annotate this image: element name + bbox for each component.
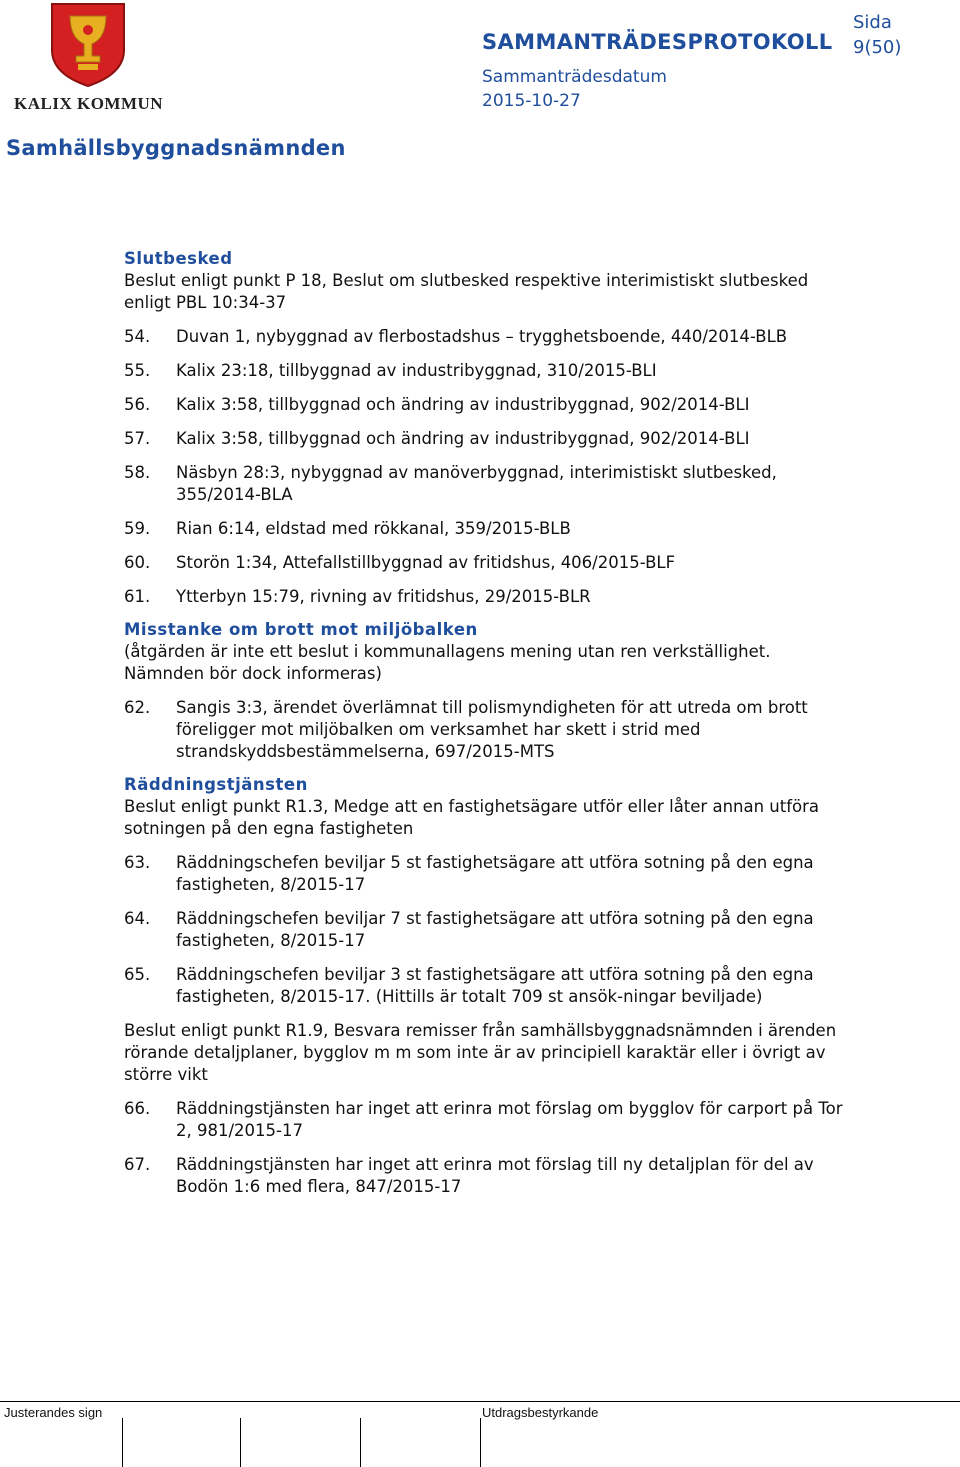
list-item — [124, 586, 844, 608]
item-list — [124, 697, 844, 763]
section-heading-slutbesked: Slutbesked — [124, 249, 233, 268]
logo-text: KALIX KOMMUN — [14, 94, 164, 113]
item-text: Räddningstjänsten har inget att erinra mot förslag till ny detaljplan för del av Bodön 1:6 med flera, 847/2015-17 — [176, 1155, 814, 1196]
page-number: 9(50) — [853, 37, 902, 58]
meeting-date: 2015-10-27 — [482, 91, 581, 111]
list-item — [124, 394, 844, 416]
justerandes-sign-label: Justerandes sign — [4, 1405, 103, 1420]
document-title: SAMMANTRÄDESPROTOKOLL — [482, 30, 833, 54]
section-intro: (åtgärden är inte ett beslut i kommunallagens mening utan ren verkställighet. Nämnden bör dock informeras) — [124, 642, 771, 683]
item-text: Räddningschefen beviljar 5 st fastighetsägare att utföra sotning på den egna fastigheten, 8/2015-17 — [176, 853, 814, 894]
list-item — [124, 428, 844, 450]
document-body — [124, 248, 844, 1198]
item-text: Storön 1:34, Attefallstillbyggnad av fritidshus, 406/2015-BLF — [176, 553, 676, 572]
signature-divider — [480, 1418, 481, 1467]
item-text: Kalix 3:58, tillbyggnad och ändring av industribyggnad, 902/2014-BLI — [176, 395, 750, 414]
item-text: Räddningschefen beviljar 7 st fastighetsägare att utföra sotning på den egna fastigheten, 8/2015-17 — [176, 909, 814, 950]
section-heading-misstanke: Misstanke om brott mot miljöbalken — [124, 620, 478, 639]
signature-divider — [122, 1418, 123, 1467]
item-text: Ytterbyn 15:79, rivning av fritidshus, 29/2015-BLR — [176, 587, 591, 606]
section-intro: Beslut enligt punkt P 18, Beslut om slutbesked respektive interimistiskt slutbesked enligt PBL 10:34-37 — [124, 271, 809, 312]
meeting-date-label: Sammanträdesdatum — [482, 67, 667, 87]
list-item — [124, 852, 844, 896]
item-number: 63. — [124, 853, 151, 872]
committee-name: Samhällsbyggnadsnämnden — [6, 136, 346, 160]
signature-footer — [0, 1401, 960, 1467]
item-number: 57. — [124, 429, 151, 448]
item-number: 58. — [124, 463, 151, 482]
logo — [8, 2, 164, 113]
item-number: 60. — [124, 553, 151, 572]
item-list — [124, 326, 844, 608]
list-item — [124, 1154, 844, 1198]
list-item — [124, 552, 844, 574]
signature-divider — [240, 1418, 241, 1467]
item-text: Räddningschefen beviljar 3 st fastighetsägare att utföra sotning på den egna fastigheten, 8/2015-17. (Hittills är totalt 709 st ansök-ningar beviljade) — [176, 965, 814, 1006]
kalix-coat-of-arms-icon — [48, 2, 128, 88]
item-number: 66. — [124, 1099, 151, 1118]
item-text: Duvan 1, nybyggnad av flerbostadshus – trygghetsboende, 440/2014-BLB — [176, 327, 788, 346]
signature-divider — [360, 1418, 361, 1467]
item-number: 67. — [124, 1155, 151, 1174]
item-list — [124, 852, 844, 1008]
item-number: 64. — [124, 909, 151, 928]
list-item — [124, 360, 844, 382]
list-item — [124, 697, 844, 763]
item-text: Rian 6:14, eldstad med rökkanal, 359/2015-BLB — [176, 519, 571, 538]
list-item — [124, 1098, 844, 1142]
item-number: 54. — [124, 327, 151, 346]
item-text: Näsbyn 28:3, nybyggnad av manöverbyggnad, interimistiskt slutbesked, 355/2014-BLA — [176, 463, 777, 504]
item-number: 65. — [124, 965, 151, 984]
utdragsbestyrkande-label: Utdragsbestyrkande — [482, 1405, 599, 1420]
item-number: 62. — [124, 698, 151, 717]
item-text: Kalix 3:58, tillbyggnad och ändring av industribyggnad, 902/2014-BLI — [176, 429, 750, 448]
item-text: Sangis 3:3, ärendet överlämnat till polismyndigheten för att utreda om brott föreligger mot miljöbalken om verksamhet har skett i strid med strandskyddsbestämmelserna, 697/2015-MTS — [176, 698, 808, 761]
item-number: 61. — [124, 587, 151, 606]
section-intro: Beslut enligt punkt R1.3, Medge att en fastighetsägare utför eller låter annan utföra sotningen på den egna fastigheten — [124, 797, 820, 838]
item-number: 55. — [124, 361, 151, 380]
section-heading-raddning: Räddningstjänsten — [124, 775, 308, 794]
item-text: Räddningstjänsten har inget att erinra mot förslag om bygglov för carport på Tor 2, 981/2015-17 — [176, 1099, 843, 1140]
section-intro: Beslut enligt punkt R1.9, Besvara remisser från samhällsbyggnadsnämnden i ärenden rörande detaljplaner, bygglov m m som inte är av principiell karaktär eller i övrigt av större vikt — [124, 1021, 837, 1084]
item-number: 56. — [124, 395, 151, 414]
list-item — [124, 326, 844, 348]
list-item — [124, 908, 844, 952]
item-text: Kalix 23:18, tillbyggnad av industribyggnad, 310/2015-BLI — [176, 361, 657, 380]
list-item — [124, 462, 844, 506]
list-item — [124, 964, 844, 1008]
item-number: 59. — [124, 519, 151, 538]
list-item — [124, 518, 844, 540]
page-label: Sida — [853, 12, 892, 33]
item-list — [124, 1098, 844, 1198]
